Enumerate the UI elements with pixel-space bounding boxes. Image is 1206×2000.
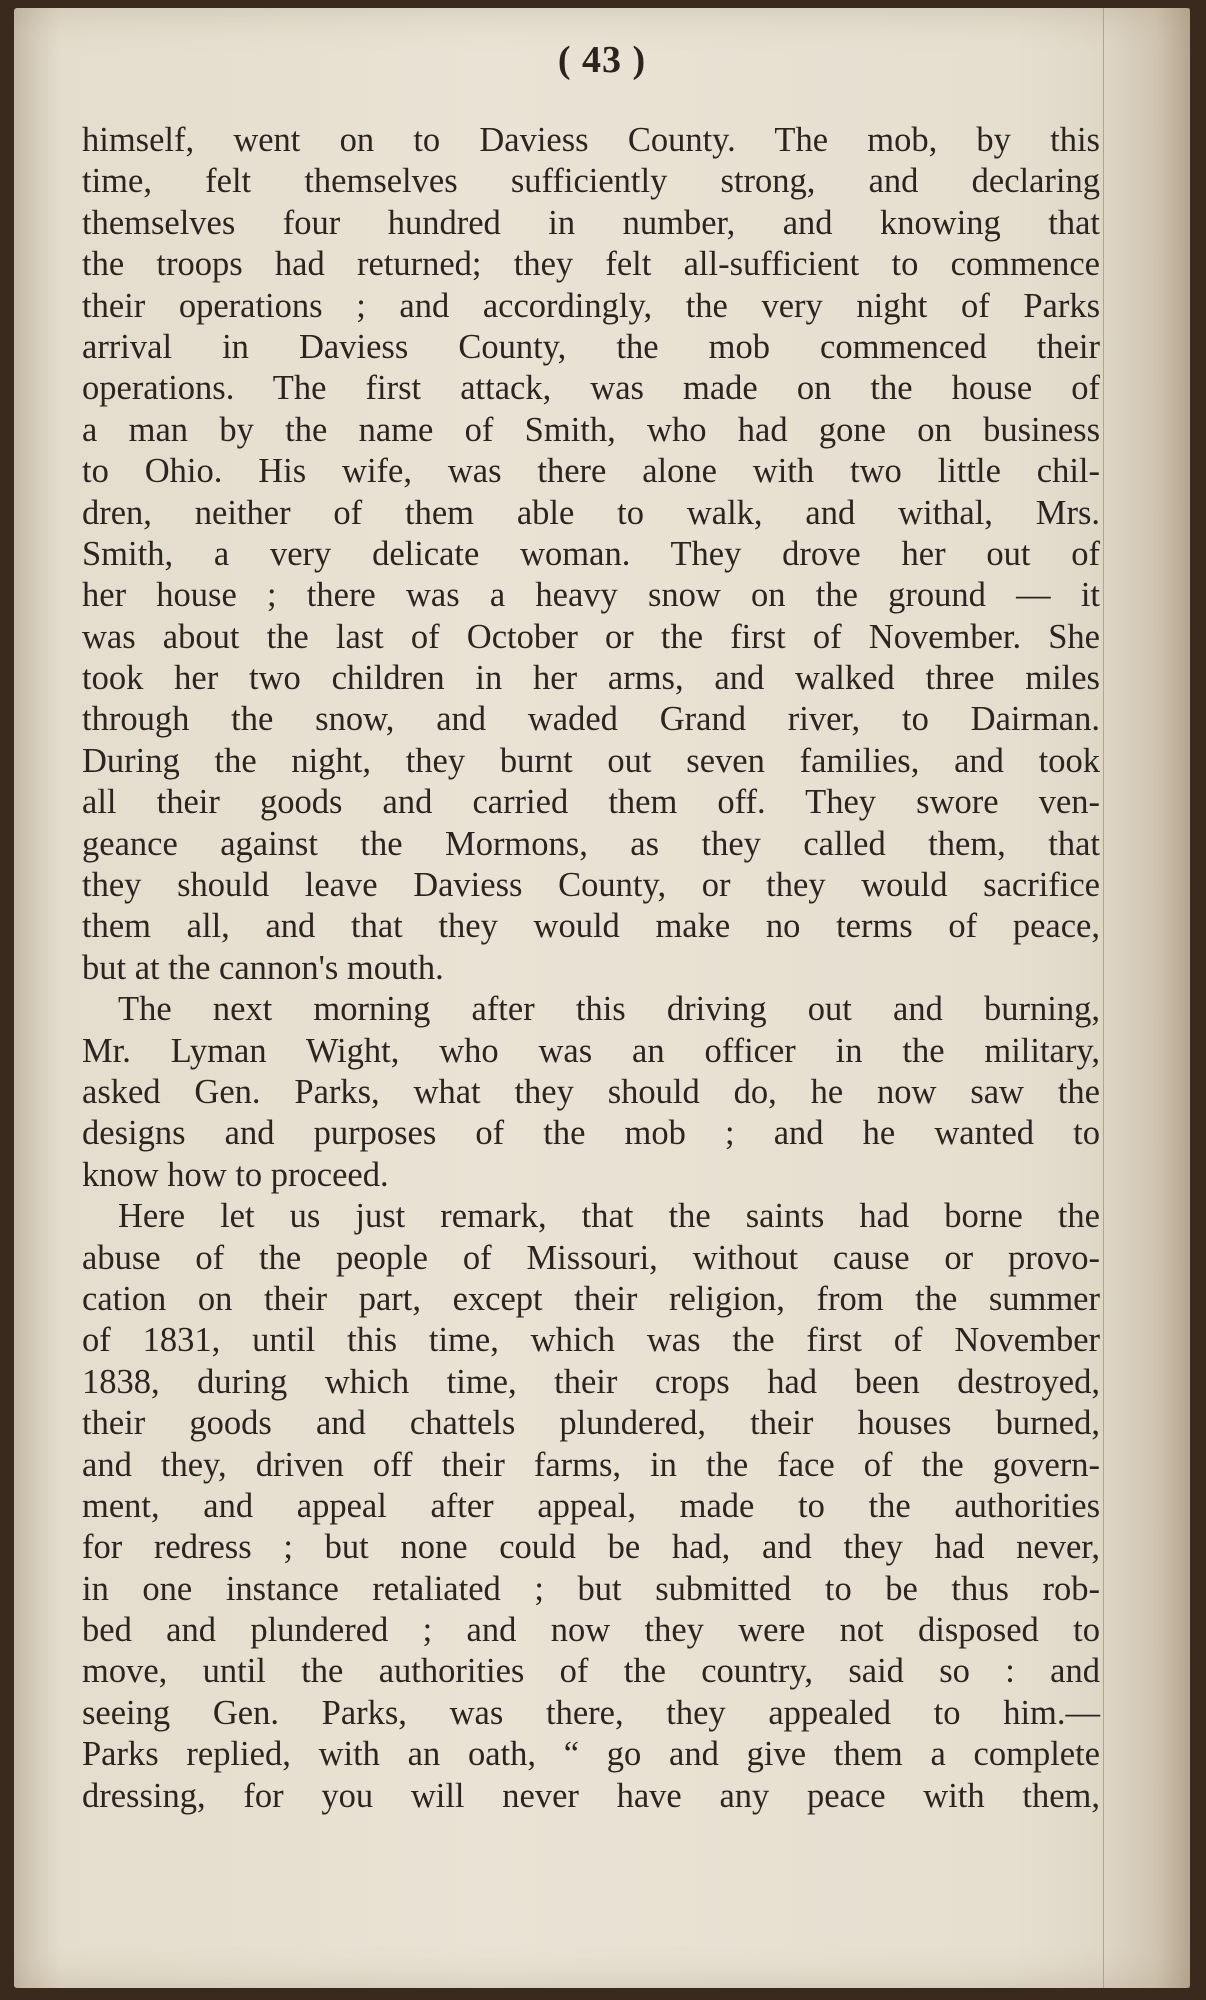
text-line: bed and plundered ; and now they were not disposed to xyxy=(82,1611,1100,1650)
text-line: operations. The first attack, was made on the house of xyxy=(82,369,1100,408)
text-line: their operations ; and accordingly, the very night of Parks xyxy=(82,286,1100,325)
text-line: but at the cannon's mouth. xyxy=(82,948,444,987)
text-line: took her two children in her arms, and walked three miles xyxy=(82,659,1100,698)
text-line: cation on their part, except their religion, from the summer xyxy=(82,1279,1100,1318)
text-line: of 1831, until this time, which was the first of November xyxy=(82,1321,1100,1360)
text-line: themselves four hundred in number, and knowing that xyxy=(82,203,1100,242)
text-line: her house ; there was a heavy snow on the ground — it xyxy=(82,576,1100,615)
text-line: a man by the name of Smith, who had gone on business xyxy=(82,410,1100,449)
text-line: know how to proceed. xyxy=(82,1155,389,1194)
text-line: The next morning after this driving out and burning, xyxy=(118,990,1100,1029)
text-line: to Ohio. His wife, was there alone with two little chil- xyxy=(82,452,1100,491)
text-line: ment, and appeal after appeal, made to the authorities xyxy=(82,1486,1100,1525)
text-line: seeing Gen. Parks, was there, they appealed to him.— xyxy=(82,1693,1100,1732)
text-line: and they, driven off their farms, in the face of the govern- xyxy=(82,1445,1100,1484)
text-line: designs and purposes of the mob ; and he wanted to xyxy=(82,1114,1100,1153)
text-line: dressing, for you will never have any peace with them, xyxy=(82,1776,1100,1815)
text-line: Parks replied, with an oath, “ go and give them a complete xyxy=(82,1735,1100,1774)
text-line: asked Gen. Parks, what they should do, he now saw the xyxy=(82,1072,1100,1111)
text-line: for redress ; but none could be had, and they had never, xyxy=(82,1528,1100,1567)
text-line: dren, neither of them able to walk, and withal, Mrs. xyxy=(82,493,1100,532)
text-line: Mr. Lyman Wight, who was an officer in the military, xyxy=(82,1031,1100,1070)
text-line: arrival in Daviess County, the mob commenced their xyxy=(82,327,1100,366)
body-text xyxy=(82,120,1100,1940)
text-line: geance against the Mormons, as they called them, that xyxy=(82,824,1100,863)
page-number: ( 43 ) xyxy=(557,39,647,81)
text-line: the troops had returned; they felt all-sufficient to commence xyxy=(82,245,1100,284)
text-line: through the snow, and waded Grand river, to Dairman. xyxy=(82,700,1100,739)
text-line: they should leave Daviess County, or they would sacrifice xyxy=(82,866,1100,905)
page-edge xyxy=(1103,8,1190,1988)
text-line: Smith, a very delicate woman. They drove her out of xyxy=(82,534,1100,573)
text-line: them all, and that they would make no terms of peace, xyxy=(82,907,1100,946)
text-line: was about the last of October or the first of November. She xyxy=(82,617,1100,656)
text-line: himself, went on to Daviess County. The mob, by this xyxy=(82,121,1100,159)
text-line: abuse of the people of Missouri, without cause or provo- xyxy=(82,1238,1100,1277)
text-line: Here let us just remark, that the saints had borne the xyxy=(118,1197,1100,1236)
text-line: time, felt themselves sufficiently strong, and declaring xyxy=(82,162,1100,201)
text-line: move, until the authorities of the country, said so : and xyxy=(82,1652,1100,1691)
text-line: During the night, they burnt out seven families, and took xyxy=(82,741,1100,780)
text-line: their goods and chattels plundered, their houses burned, xyxy=(82,1404,1100,1443)
book-page xyxy=(14,8,1190,1988)
text-line: 1838, during which time, their crops had been destroyed, xyxy=(82,1362,1100,1401)
text-line: all their goods and carried them off. They swore ven- xyxy=(82,783,1100,822)
text-line: in one instance retaliated ; but submitted to be thus rob- xyxy=(82,1569,1100,1608)
